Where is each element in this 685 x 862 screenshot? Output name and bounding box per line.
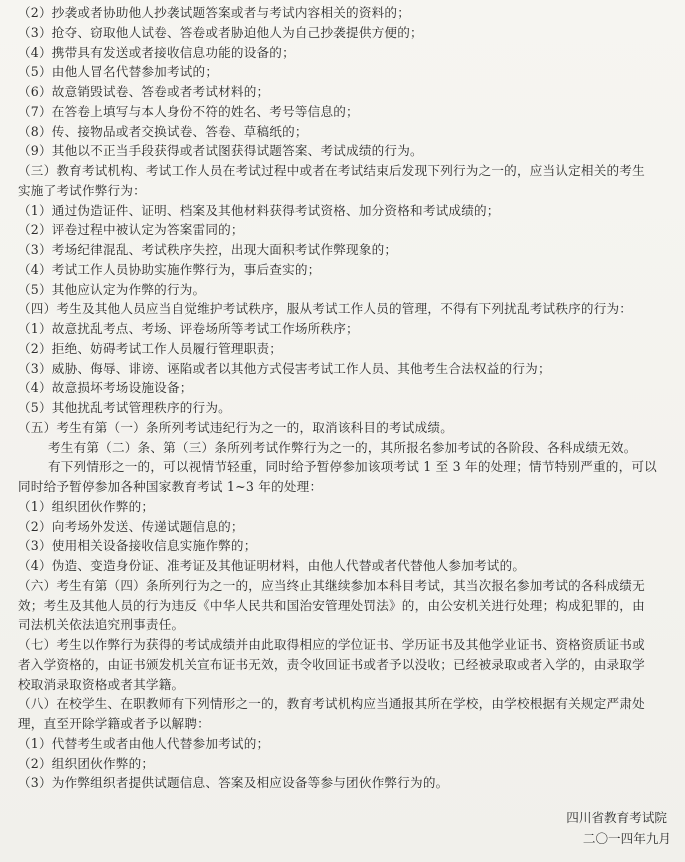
text-line: （1）代替考生或者由他人代替参加考试的； bbox=[18, 735, 270, 751]
signature-date: 二〇一四年九月 bbox=[582, 831, 671, 846]
text-line: （7）在答卷上填写与本人身份不符的姓名、考号等信息的； bbox=[18, 103, 359, 119]
text-line: （6）故意销毁试卷、答卷或者考试材料的； bbox=[18, 84, 270, 99]
text-line: （1）通过伪造证件、证明、档案及其他材料获得考试资格、加分资格和考试成绩的； bbox=[18, 202, 500, 218]
text-line: （2）拒绝、妨碍考试工作人员履行管理职责； bbox=[18, 340, 283, 356]
text-line: （5）其他扰乱考试管理秩序的行为。 bbox=[18, 400, 231, 415]
text-line: （2）组织团伙作弊的； bbox=[18, 755, 155, 771]
text-line: 校取消录取资格或者其学籍。 bbox=[18, 676, 185, 692]
text-line: （1）故意扰乱考点、考场、评卷场所等考试工作场所秩序； bbox=[18, 321, 359, 336]
text-line: （5）其他应认定为作弊的行为。 bbox=[18, 281, 206, 297]
text-line: （八）在校学生、在职教师有下列情形之一的，教育考试机构应当通报其所在学校，由学校根据有关规定严肃处 bbox=[18, 696, 645, 712]
text-line: （4）携带具有发送或者接收信息功能的设备的； bbox=[18, 44, 295, 60]
text-line: （2）抄袭或者协助他人抄袭试题答案或者与考试内容相关的资料的； bbox=[18, 5, 411, 20]
text-line: （4）故意损坏考场设施设备； bbox=[18, 380, 193, 396]
text-line: （3）考场纪律混乱、考试秩序失控，出现大面积考试作弊现象的； bbox=[18, 242, 398, 257]
text-line: （1）组织团伙作弊的； bbox=[18, 498, 155, 514]
document-body bbox=[18, 3, 671, 793]
text-line: 效；考生及其他人员的行为违反《中华人民共和国治安管理处罚法》的，由公安机关进行处理；构成犯罪的，由 bbox=[18, 597, 645, 613]
text-line: （四）考生及其他人员应当自觉维护考试秩序，服从考试工作人员的管理，不得有下列扰乱考试秩序的行为： bbox=[18, 301, 633, 317]
text-line: （4）伪造、变造身份证、准考证及其他证明材料，由他人代替或者代替他人参加考试的。 bbox=[18, 558, 526, 573]
text-line: （七）考生以作弊行为获得的考试成绩并由此取得相应的学位证书、学历证书及其他学业证书、资格资质证书或 bbox=[18, 637, 645, 652]
text-line: （3）为作弊组织者提供试题信息、答案及相应设备等参与团伙作弊行为的。 bbox=[18, 775, 449, 791]
text-line: 司法机关依法追究刑事责任。 bbox=[18, 617, 185, 633]
text-line: 者入学资格的，由证书颁发机关宣布证书无效，责令收回证书或者予以没收；已经被录取或者入学的，由录取学 bbox=[18, 656, 645, 672]
text-line: （2）评卷过程中被认定为答案雷同的； bbox=[18, 222, 244, 238]
text-line: 同时给予暂停参加各种国家教育考试 1~3 年的处理： bbox=[18, 479, 323, 494]
text-line: （六）考生有第（四）条所列行为之一的，应当终止其继续参加本科目考试，其当次报名参加考试的各科成绩无 bbox=[18, 577, 645, 593]
text-line: （3）使用相关设备接收信息实施作弊的； bbox=[18, 538, 257, 554]
text-line: （8）传、接物品或者交换试卷、答卷、草稿纸的； bbox=[18, 123, 308, 139]
text-line: （3）抢夺、窃取他人试卷、答卷或者胁迫他人为自己抄袭提供方便的； bbox=[18, 24, 423, 40]
text-line: 考生有第（二）条、第（三）条所列考试作弊行为之一的，其所报名参加考试的各阶段、各科成绩无效。 bbox=[48, 439, 637, 455]
text-line: （4）考试工作人员协助实施作弊行为，事后查实的； bbox=[18, 261, 321, 277]
text-line: （五）考生有第（一）条所列考试违纪行为之一的，取消该科目的考试成绩。 bbox=[18, 419, 453, 435]
text-line: 理，直至开除学籍或者予以解聘： bbox=[18, 716, 210, 731]
signature-organization: 四川省教育考试院 bbox=[566, 810, 667, 825]
text-line: （3）威胁、侮辱、诽谤、诬陷或者以其他方式侵害考试工作人员、其他考生合法权益的行为； bbox=[18, 360, 551, 376]
text-line: （2）向考场外发送、传递试题信息的； bbox=[18, 518, 244, 534]
text-line: （三）教育考试机构、考试工作人员在考试过程中或者在考试结束后发现下列行为之一的，应当认定相关的考生 bbox=[18, 163, 645, 178]
text-line: （5）由他人冒名代替参加考试的； bbox=[18, 64, 219, 80]
text-line: 有下列情形之一的，可以视情节轻重，同时给予暂停参加该项考试 1 至 3 年的处理；情节特别严重的，可以 bbox=[48, 459, 657, 475]
text-line: 实施了考试作弊行为： bbox=[18, 182, 146, 198]
text-line: （9）其他以不正当手段获得或者试图获得试题答案、考试成绩的行为。 bbox=[18, 143, 423, 159]
